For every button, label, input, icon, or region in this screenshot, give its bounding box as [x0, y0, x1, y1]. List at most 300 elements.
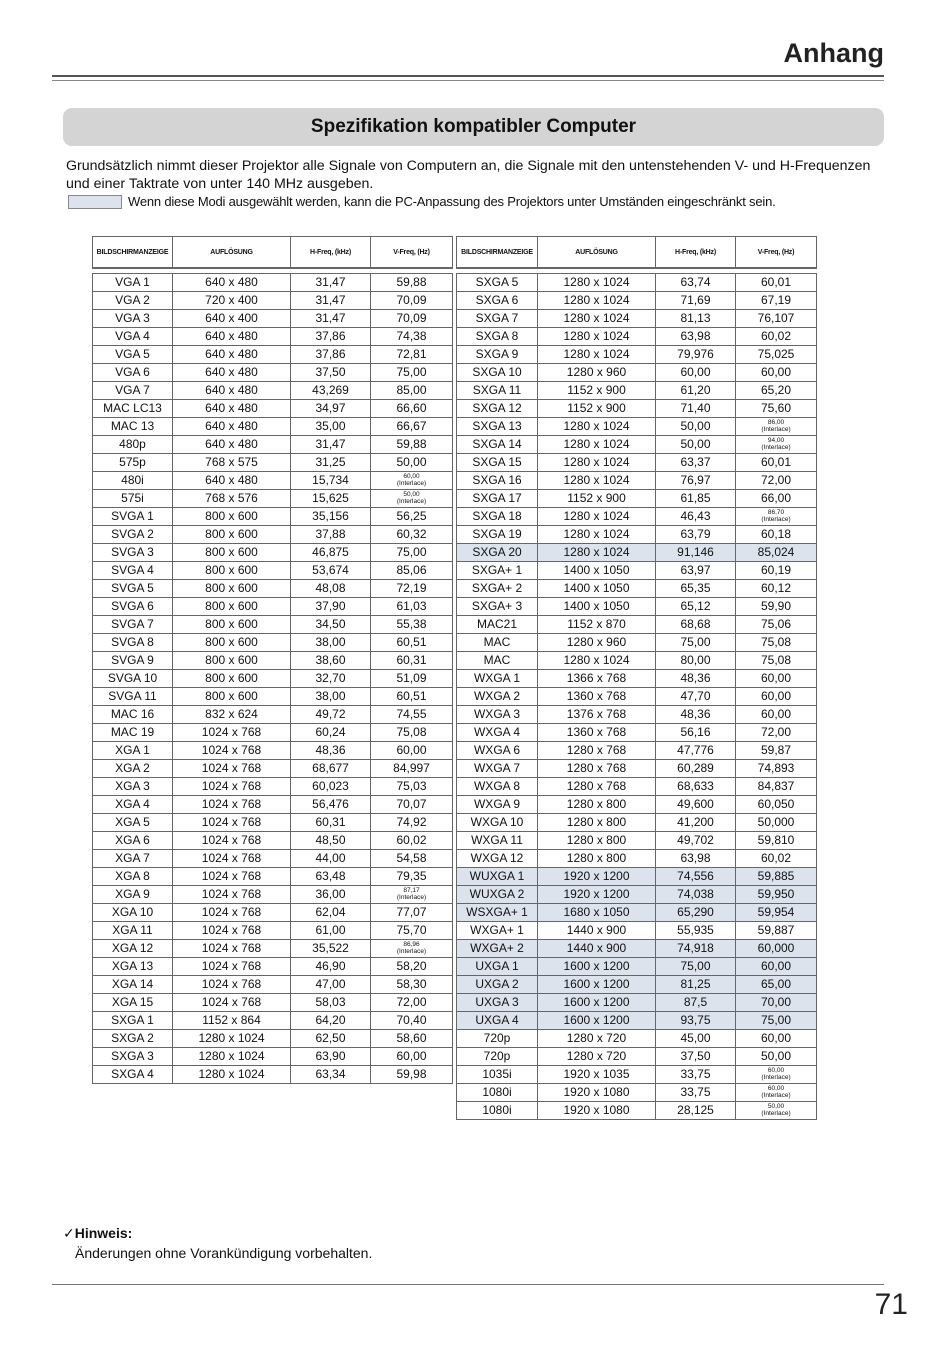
- cell-display: XGA 1: [93, 742, 173, 760]
- cell-display: SXGA 7: [457, 310, 538, 328]
- cell-display: WUXGA 2: [457, 886, 538, 904]
- cell-display: MAC: [457, 652, 538, 670]
- intro-paragraph: Grundsätzlich nimmt dieser Projektor alle Signale von Computern an, die Signale mit den untenstehenden V- und H-Frequenzen und einer Taktrate von unter 140 MHz ausgeben.: [66, 158, 871, 192]
- table-row: [93, 328, 453, 346]
- vfreq-value: 50,00: [403, 491, 420, 499]
- table-row: [93, 400, 453, 418]
- cell-resolution: 1024 x 768: [173, 850, 291, 868]
- cell-hfreq: 81,25: [656, 976, 736, 994]
- table-row: [457, 724, 817, 742]
- cell-resolution: 1600 x 1200: [538, 1012, 656, 1030]
- cell-hfreq: 63,74: [656, 274, 736, 292]
- table-row: [457, 598, 817, 616]
- cell-resolution: 1400 x 1050: [538, 580, 656, 598]
- cell-display: VGA 3: [93, 310, 173, 328]
- table-row: [457, 1012, 817, 1030]
- cell-resolution: 1152 x 900: [538, 382, 656, 400]
- cell-resolution: 768 x 575: [173, 454, 291, 472]
- cell-resolution: 800 x 600: [173, 544, 291, 562]
- cell-hfreq: 34,50: [291, 616, 371, 634]
- cell-resolution: 720 x 400: [173, 292, 291, 310]
- cell-hfreq: 68,68: [656, 616, 736, 634]
- cell-resolution: 1920 x 1080: [538, 1084, 656, 1102]
- cell-vfreq: 59,885: [736, 868, 817, 886]
- cell-vfreq: 60,01: [736, 454, 817, 472]
- cell-vfreq: 60,51: [371, 688, 453, 706]
- table-header-row: [93, 237, 453, 269]
- interlace-value: [397, 492, 426, 505]
- cell-display: SXGA 2: [93, 1030, 173, 1048]
- cell-display: SVGA 4: [93, 562, 173, 580]
- cell-display: WXGA 7: [457, 760, 538, 778]
- cell-display: SVGA 6: [93, 598, 173, 616]
- cell-vfreq: 85,00: [371, 382, 453, 400]
- cell-hfreq: 63,90: [291, 1048, 371, 1066]
- cell-hfreq: 47,70: [656, 688, 736, 706]
- cell-display: SXGA 16: [457, 472, 538, 490]
- cell-display: MAC LC13: [93, 400, 173, 418]
- cell-vfreq: 85,024: [736, 544, 817, 562]
- cell-resolution: 1920 x 1200: [538, 868, 656, 886]
- cell-vfreq: 50,00: [736, 1048, 817, 1066]
- cell-display: UXGA 1: [457, 958, 538, 976]
- cell-display: XGA 13: [93, 958, 173, 976]
- cell-vfreq: 60,00: [736, 1030, 817, 1048]
- cell-resolution: 800 x 600: [173, 598, 291, 616]
- cell-resolution: 1280 x 1024: [538, 454, 656, 472]
- cell-resolution: 1280 x 1024: [173, 1066, 291, 1084]
- cell-vfreq: 59,98: [371, 1066, 453, 1084]
- cell-hfreq: 63,97: [656, 562, 736, 580]
- cell-resolution: 1280 x 1024: [538, 346, 656, 364]
- table-row: [93, 418, 453, 436]
- cell-display: MAC 16: [93, 706, 173, 724]
- cell-display: XGA 12: [93, 940, 173, 958]
- cell-hfreq: 63,98: [656, 328, 736, 346]
- cell-hfreq: 44,00: [291, 850, 371, 868]
- cell-hfreq: 79,976: [656, 346, 736, 364]
- cell-vfreq: 72,19: [371, 580, 453, 598]
- table-row: [93, 310, 453, 328]
- cell-hfreq: 49,600: [656, 796, 736, 814]
- cell-hfreq: 60,289: [656, 760, 736, 778]
- cell-hfreq: 38,60: [291, 652, 371, 670]
- cell-display: WXGA 12: [457, 850, 538, 868]
- cell-display: 480i: [93, 472, 173, 490]
- cell-resolution: 1280 x 1024: [538, 472, 656, 490]
- table-row: [93, 526, 453, 544]
- cell-display: XGA 9: [93, 886, 173, 904]
- interlace-label: (Interlace): [396, 947, 427, 955]
- table-row: [457, 652, 817, 670]
- table-row: [93, 778, 453, 796]
- interlace-label: (Interlace): [761, 515, 791, 523]
- table-row: [457, 346, 817, 364]
- cell-display: UXGA 4: [457, 1012, 538, 1030]
- cell-resolution: 1440 x 900: [538, 922, 656, 940]
- page-section-title: Anhang: [783, 38, 884, 68]
- cell-vfreq: [736, 1084, 817, 1102]
- cell-hfreq: 48,36: [656, 670, 736, 688]
- table-row: [457, 778, 817, 796]
- cell-display: SXGA 5: [457, 274, 538, 292]
- cell-hfreq: 75,00: [656, 958, 736, 976]
- interlace-value: [761, 1104, 790, 1117]
- table-row: [93, 274, 453, 292]
- cell-vfreq: 77,07: [371, 904, 453, 922]
- cell-hfreq: 48,50: [291, 832, 371, 850]
- cell-display: 1080i: [457, 1102, 538, 1120]
- cell-display: SXGA 3: [93, 1048, 173, 1066]
- cell-hfreq: 68,677: [291, 760, 371, 778]
- cell-resolution: 1920 x 1080: [538, 1102, 656, 1120]
- cell-display: SVGA 1: [93, 508, 173, 526]
- cell-hfreq: 91,146: [656, 544, 736, 562]
- cell-vfreq: [371, 472, 453, 490]
- cell-hfreq: 56,476: [291, 796, 371, 814]
- cell-resolution: 1024 x 768: [173, 886, 291, 904]
- cell-display: 1080i: [457, 1084, 538, 1102]
- cell-display: XGA 10: [93, 904, 173, 922]
- cell-resolution: 1376 x 768: [538, 706, 656, 724]
- cell-display: WXGA 1: [457, 670, 538, 688]
- cell-resolution: 640 x 480: [173, 274, 291, 292]
- cell-display: SXGA 14: [457, 436, 538, 454]
- cell-resolution: 1024 x 768: [173, 940, 291, 958]
- col-header-resolution: AUFLÖSUNG: [173, 237, 291, 269]
- table-row: [457, 994, 817, 1012]
- cell-vfreq: 58,20: [371, 958, 453, 976]
- cell-resolution: 1280 x 1024: [538, 418, 656, 436]
- table-row: [457, 544, 817, 562]
- col-header-display: BILDSCHIRMANZEIGE: [457, 237, 538, 269]
- cell-resolution: 768 x 576: [173, 490, 291, 508]
- cell-vfreq: 60,00: [736, 364, 817, 382]
- interlace-label: (Interlace): [761, 443, 791, 451]
- cell-resolution: 1280 x 1024: [538, 544, 656, 562]
- cell-display: SVGA 8: [93, 634, 173, 652]
- table-row: [457, 454, 817, 472]
- cell-hfreq: 38,00: [291, 634, 371, 652]
- header-rule-thin: [52, 80, 884, 81]
- table-row: [457, 292, 817, 310]
- table-row: [457, 274, 817, 292]
- cell-vfreq: 60,00: [736, 958, 817, 976]
- table-row: [93, 796, 453, 814]
- cell-display: WXGA 4: [457, 724, 538, 742]
- cell-vfreq: [736, 418, 817, 436]
- cell-resolution: 1024 x 768: [173, 904, 291, 922]
- table-row: [457, 382, 817, 400]
- cell-vfreq: 60,00: [736, 670, 817, 688]
- cell-resolution: 1152 x 864: [173, 1012, 291, 1030]
- table-row: [93, 868, 453, 886]
- vfreq-value: 86,70: [767, 509, 785, 517]
- cell-resolution: 1024 x 768: [173, 796, 291, 814]
- cell-resolution: 800 x 600: [173, 670, 291, 688]
- cell-display: SXGA 17: [457, 490, 538, 508]
- cell-display: SVGA 5: [93, 580, 173, 598]
- col-header-hfreq: H-Freq, (kHz): [656, 237, 736, 269]
- cell-display: WXGA+ 1: [457, 922, 538, 940]
- header-rule: [52, 75, 884, 77]
- table-row: [457, 940, 817, 958]
- cell-vfreq: [371, 490, 453, 508]
- table-row: [457, 328, 817, 346]
- cell-resolution: 1024 x 768: [173, 742, 291, 760]
- interlace-label: (Interlace): [761, 1073, 791, 1081]
- cell-hfreq: 45,00: [656, 1030, 736, 1048]
- cell-resolution: 1280 x 1024: [173, 1048, 291, 1066]
- cell-resolution: 1280 x 1024: [538, 526, 656, 544]
- table-row: [457, 850, 817, 868]
- cell-hfreq: 48,36: [656, 706, 736, 724]
- table-row: [93, 562, 453, 580]
- cell-vfreq: 70,40: [371, 1012, 453, 1030]
- cell-hfreq: 37,86: [291, 346, 371, 364]
- table-row: [457, 904, 817, 922]
- table-row: [457, 958, 817, 976]
- cell-display: SVGA 11: [93, 688, 173, 706]
- table-row: [457, 562, 817, 580]
- compat-table-right: [456, 236, 817, 1120]
- cell-resolution: 640 x 480: [173, 346, 291, 364]
- cell-resolution: 640 x 480: [173, 400, 291, 418]
- table-row: [457, 364, 817, 382]
- cell-vfreq: 60,02: [736, 850, 817, 868]
- table-row: [93, 1048, 453, 1066]
- cell-vfreq: 60,01: [736, 274, 817, 292]
- cell-hfreq: 74,038: [656, 886, 736, 904]
- cell-vfreq: 66,00: [736, 490, 817, 508]
- table-row: [93, 994, 453, 1012]
- cell-display: SXGA 1: [93, 1012, 173, 1030]
- cell-vfreq: [736, 1102, 817, 1120]
- cell-display: WXGA 9: [457, 796, 538, 814]
- cell-hfreq: 80,00: [656, 652, 736, 670]
- table-row: [93, 922, 453, 940]
- table-row: [93, 544, 453, 562]
- col-header-vfreq: V-Freq, (Hz): [736, 237, 817, 269]
- table-row: [93, 292, 453, 310]
- cell-hfreq: 48,36: [291, 742, 371, 760]
- cell-hfreq: 33,75: [656, 1084, 736, 1102]
- cell-display: 1035i: [457, 1066, 538, 1084]
- cell-resolution: 800 x 600: [173, 562, 291, 580]
- cell-resolution: 1024 x 768: [173, 724, 291, 742]
- cell-vfreq: 67,19: [736, 292, 817, 310]
- table-row: [457, 490, 817, 508]
- cell-display: VGA 6: [93, 364, 173, 382]
- table-row: [93, 742, 453, 760]
- cell-resolution: 1360 x 768: [538, 724, 656, 742]
- cell-display: MAC: [457, 634, 538, 652]
- cell-display: SXGA 20: [457, 544, 538, 562]
- cell-resolution: 1280 x 1024: [173, 1030, 291, 1048]
- cell-hfreq: 48,08: [291, 580, 371, 598]
- cell-display: XGA 15: [93, 994, 173, 1012]
- cell-hfreq: 63,34: [291, 1066, 371, 1084]
- table-row: [457, 436, 817, 454]
- table-row: [93, 688, 453, 706]
- cell-vfreq: 72,00: [736, 472, 817, 490]
- cell-hfreq: 65,290: [656, 904, 736, 922]
- table-row: [457, 400, 817, 418]
- cell-vfreq: 66,67: [371, 418, 453, 436]
- cell-vfreq: 61,03: [371, 598, 453, 616]
- table-row: [457, 1030, 817, 1048]
- cell-display: 720p: [457, 1030, 538, 1048]
- cell-resolution: 1280 x 1024: [538, 328, 656, 346]
- cell-display: 720p: [457, 1048, 538, 1066]
- cell-display: 575p: [93, 454, 173, 472]
- cell-vfreq: 75,025: [736, 346, 817, 364]
- cell-resolution: 1280 x 1024: [538, 652, 656, 670]
- table-row: [457, 688, 817, 706]
- cell-vfreq: 75,60: [736, 400, 817, 418]
- table-row: [457, 832, 817, 850]
- cell-hfreq: 28,125: [656, 1102, 736, 1120]
- cell-display: SXGA 9: [457, 346, 538, 364]
- cell-vfreq: 59,88: [371, 436, 453, 454]
- table-row: [93, 904, 453, 922]
- cell-resolution: 1152 x 870: [538, 616, 656, 634]
- table-row: [93, 382, 453, 400]
- table-row: [457, 526, 817, 544]
- table-row: [457, 814, 817, 832]
- cell-hfreq: 50,00: [656, 418, 736, 436]
- table-row: [93, 940, 453, 958]
- cell-resolution: 640 x 480: [173, 382, 291, 400]
- highlight-swatch: [68, 195, 122, 209]
- table-row: [457, 922, 817, 940]
- table-row: [457, 310, 817, 328]
- cell-resolution: 1024 x 768: [173, 868, 291, 886]
- cell-display: MAC 13: [93, 418, 173, 436]
- table-row: [457, 796, 817, 814]
- cell-display: SXGA 10: [457, 364, 538, 382]
- col-header-vfreq: V-Freq, (Hz): [371, 237, 453, 269]
- cell-vfreq: 60,02: [371, 832, 453, 850]
- cell-hfreq: 75,00: [656, 634, 736, 652]
- cell-hfreq: 31,25: [291, 454, 371, 472]
- vfreq-value: 50,00: [767, 1103, 785, 1111]
- cell-hfreq: 36,00: [291, 886, 371, 904]
- cell-resolution: 1400 x 1050: [538, 598, 656, 616]
- vfreq-value: 60,00: [403, 473, 420, 481]
- cell-vfreq: 59,88: [371, 274, 453, 292]
- legend-text: Wenn diese Modi ausgewählt werden, kann die PC-Anpassung des Projektors unter Umständen eingeschränkt sein.: [128, 194, 776, 209]
- cell-resolution: 1024 x 768: [173, 760, 291, 778]
- cell-resolution: 1280 x 960: [538, 364, 656, 382]
- vfreq-value: 94,00: [767, 437, 785, 445]
- cell-hfreq: 15,734: [291, 472, 371, 490]
- interlace-value: [761, 1068, 790, 1081]
- cell-vfreq: 59,87: [736, 742, 817, 760]
- table-row: [457, 868, 817, 886]
- table-row: [93, 832, 453, 850]
- table-row: [457, 472, 817, 490]
- cell-resolution: 640 x 480: [173, 418, 291, 436]
- cell-hfreq: 76,97: [656, 472, 736, 490]
- cell-vfreq: 70,00: [736, 994, 817, 1012]
- cell-resolution: 1280 x 800: [538, 814, 656, 832]
- cell-resolution: 1024 x 768: [173, 814, 291, 832]
- cell-display: SXGA+ 1: [457, 562, 538, 580]
- cell-display: SXGA 12: [457, 400, 538, 418]
- cell-resolution: 1400 x 1050: [538, 562, 656, 580]
- cell-vfreq: 75,03: [371, 778, 453, 796]
- cell-display: MAC 19: [93, 724, 173, 742]
- cell-display: WXGA 8: [457, 778, 538, 796]
- cell-vfreq: 59,810: [736, 832, 817, 850]
- cell-display: SXGA+ 2: [457, 580, 538, 598]
- cell-vfreq: 65,20: [736, 382, 817, 400]
- cell-display: XGA 8: [93, 868, 173, 886]
- cell-vfreq: 60,51: [371, 634, 453, 652]
- cell-vfreq: 54,58: [371, 850, 453, 868]
- cell-vfreq: 60,00: [736, 688, 817, 706]
- cell-display: WXGA 6: [457, 742, 538, 760]
- cell-hfreq: 61,20: [656, 382, 736, 400]
- cell-hfreq: 64,20: [291, 1012, 371, 1030]
- cell-resolution: 1024 x 768: [173, 958, 291, 976]
- cell-resolution: 640 x 480: [173, 364, 291, 382]
- cell-vfreq: 66,60: [371, 400, 453, 418]
- cell-hfreq: 71,69: [656, 292, 736, 310]
- cell-vfreq: 60,31: [371, 652, 453, 670]
- table-row: [93, 724, 453, 742]
- table-row: [457, 742, 817, 760]
- cell-resolution: 800 x 600: [173, 580, 291, 598]
- cell-hfreq: 37,86: [291, 328, 371, 346]
- cell-display: SVGA 7: [93, 616, 173, 634]
- cell-hfreq: 49,72: [291, 706, 371, 724]
- cell-hfreq: 37,50: [656, 1048, 736, 1066]
- cell-resolution: 1024 x 768: [173, 778, 291, 796]
- note-title: ✓Hinweis:: [63, 1225, 133, 1241]
- cell-display: VGA 4: [93, 328, 173, 346]
- cell-resolution: 1024 x 768: [173, 994, 291, 1012]
- table-row: [93, 616, 453, 634]
- cell-display: XGA 6: [93, 832, 173, 850]
- cell-hfreq: 34,97: [291, 400, 371, 418]
- cell-resolution: 1152 x 900: [538, 400, 656, 418]
- table-row: [457, 1066, 817, 1084]
- cell-hfreq: 49,702: [656, 832, 736, 850]
- interlace-value: [761, 420, 790, 433]
- section-banner: Spezifikation kompatibler Computer: [63, 108, 884, 146]
- cell-display: SXGA 18: [457, 508, 538, 526]
- table-row: [93, 436, 453, 454]
- table-row: [93, 364, 453, 382]
- interlace-label: (Interlace): [396, 479, 427, 487]
- cell-resolution: 1280 x 720: [538, 1048, 656, 1066]
- cell-hfreq: 74,556: [656, 868, 736, 886]
- cell-resolution: 1280 x 1024: [538, 274, 656, 292]
- cell-hfreq: 35,156: [291, 508, 371, 526]
- cell-hfreq: 60,24: [291, 724, 371, 742]
- table-row: [457, 760, 817, 778]
- cell-resolution: 1920 x 1035: [538, 1066, 656, 1084]
- cell-hfreq: 63,37: [656, 454, 736, 472]
- cell-resolution: 800 x 600: [173, 634, 291, 652]
- cell-display: SXGA 13: [457, 418, 538, 436]
- cell-vfreq: 60,18: [736, 526, 817, 544]
- cell-vfreq: [371, 940, 453, 958]
- cell-vfreq: 59,90: [736, 598, 817, 616]
- cell-vfreq: 60,32: [371, 526, 453, 544]
